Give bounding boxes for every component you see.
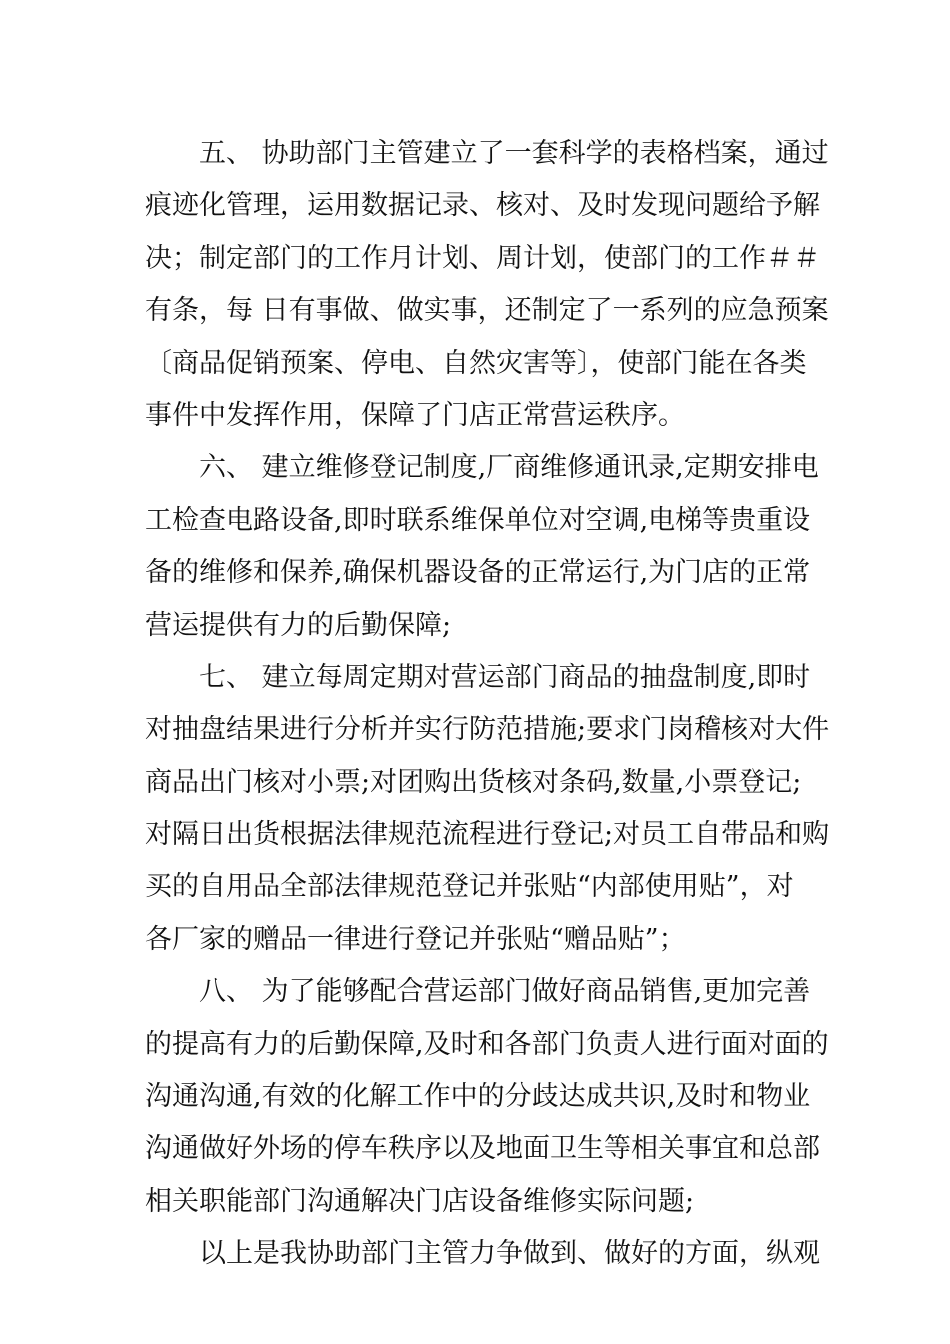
paragraph-summary-line-1: 以上是我协助部门主管力争做到、做好的方面，纵观 bbox=[199, 1238, 820, 1270]
paragraph-7-line-1: 七、 建立每周定期对营运部门商品的抽盘制度,即时 bbox=[199, 661, 811, 693]
paragraph-6-line-3: 备的维修和保养,确保机器设备的正常运行,为门店的正常 bbox=[145, 557, 811, 589]
paragraph-8-line-3: 沟通沟通,有效的化解工作中的分歧达成共识,及时和物业 bbox=[145, 1081, 811, 1113]
paragraph-7-line-5: 买的自用品全部法律规范登记并张贴“内部使用贴”，对 bbox=[145, 871, 794, 903]
paragraph-5-line-2: 痕迹化管理，运用数据记录、核对、及时发现问题给予解 bbox=[145, 190, 820, 222]
paragraph-8-line-4: 沟通做好外场的停车秩序以及地面卫生等相关事宜和总部 bbox=[145, 1133, 820, 1165]
paragraph-8-line-2: 的提高有力的后勤保障,及时和各部门负责人进行面对面的 bbox=[145, 1028, 829, 1060]
paragraph-8-line-5: 相关职能部门沟通解决门店设备维修实际问题; bbox=[145, 1185, 695, 1217]
paragraph-5-line-6: 事件中发挥作用，保障了门店正常营运秩序。 bbox=[145, 399, 685, 431]
paragraph-7-line-2: 对抽盘结果进行分析并实行防范措施;要求门岗稽核对大件 bbox=[145, 714, 830, 746]
paragraph-5-line-5: 〔商品促销预案、停电、自然灾害等〕，使部门能在各类 bbox=[145, 347, 807, 379]
paragraph-6-line-2: 工检查电路设备,即时联系维保单位对空调,电梯等贵重设 bbox=[145, 504, 811, 536]
paragraph-5-line-3: 决；制定部门的工作月计划、周计划，使部门的工作＃＃ bbox=[145, 242, 820, 274]
paragraph-6-line-4: 营运提供有力的后勤保障; bbox=[145, 609, 452, 641]
paragraph-8-line-1: 八、 为了能够配合营运部门做好商品销售,更加完善 bbox=[199, 976, 811, 1008]
paragraph-7-line-3: 商品出门核对小票;对团购出货核对条码,数量,小票登记; bbox=[145, 766, 802, 798]
document-body bbox=[145, 128, 830, 1281]
paragraph-6-line-1: 六、 建立维修登记制度,厂商维修通讯录,定期安排电 bbox=[199, 452, 819, 484]
paragraph-7-line-4: 对隔日出货根据法律规范流程进行登记;对员工自带品和购 bbox=[145, 819, 830, 851]
paragraph-5-line-4: 有条，每 日有事做、做实事，还制定了一系列的应急预案 bbox=[145, 295, 829, 327]
paragraph-5-line-1: 五、 协助部门主管建立了一套科学的表格档案，通过 bbox=[199, 138, 829, 169]
paragraph-7-line-6: 各厂家的赠品一律进行登记并张贴“赠品贴”； bbox=[145, 923, 686, 955]
